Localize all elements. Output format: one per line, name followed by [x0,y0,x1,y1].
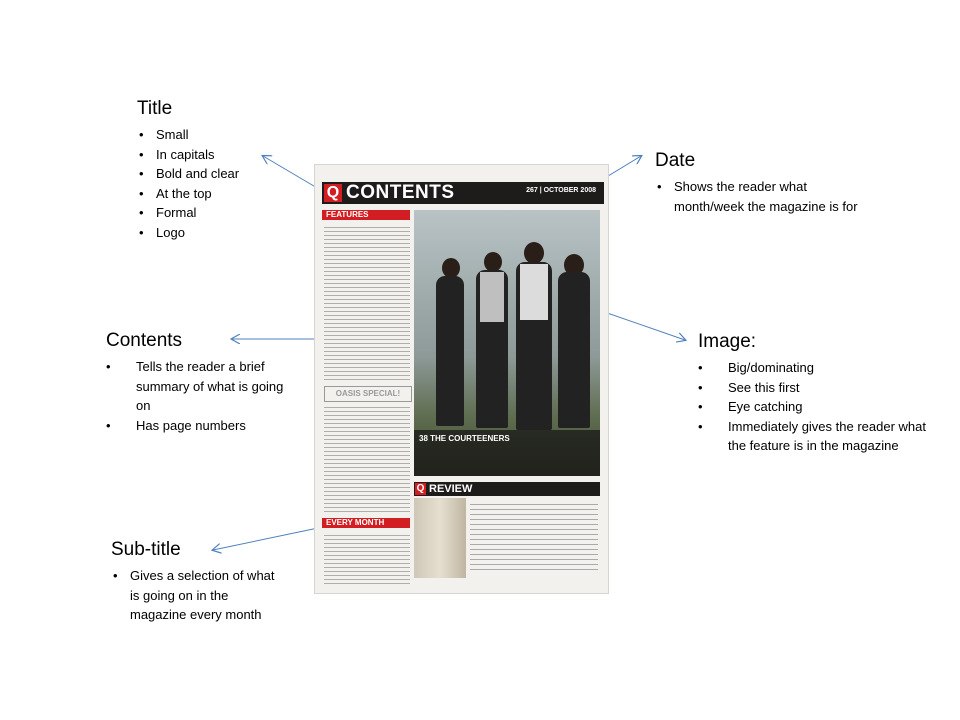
bullet-item: • Shows the reader what month/week the magazine is for [655,177,875,216]
title-bullets [137,125,307,242]
contents-bullets [106,357,296,435]
bullet-item: • Logo [137,223,307,243]
bullet-item: • Bold and clear [137,164,307,184]
date-heading: Date [655,150,696,171]
bullet-item: • Gives a selection of what is going on in the magazine every month [111,566,286,625]
magazine-header-bar [322,182,604,204]
special-label: OASIS SPECIAL! [324,386,412,402]
special-text-column [324,404,410,512]
review-q-logo: Q [416,483,425,494]
subtitle-bullets [111,566,286,625]
contents-annotation [106,329,296,435]
review-bar [414,482,600,496]
review-text-lines [470,500,598,574]
image-bullets [698,358,928,456]
band-member-head [524,242,544,264]
bullet-item: • Has page numbers [106,416,296,436]
bullet-item: • At the top [137,184,307,204]
magazine-contents-page [314,164,609,594]
title-annotation [137,97,307,242]
date-bullets [655,177,875,216]
review-photo [414,498,466,578]
date-annotation [655,149,875,216]
review-title: REVIEW [429,483,473,495]
every-month-label: EVERY MONTH [322,518,410,528]
band-member [436,276,464,426]
bullet-item: • Tells the reader a brief summary of what is going on [106,357,296,416]
band-member [558,272,590,428]
bullet-item: • Small [137,125,307,145]
cover-caption: 38 THE COURTEENERS [419,434,510,443]
contents-heading: Contents [106,330,183,351]
bullet-item: • See this first [698,378,928,398]
band-member-head [442,258,460,278]
subtitle-heading: Sub-title [111,539,181,560]
title-heading: Title [137,98,173,119]
bullet-item: • Eye catching [698,397,928,417]
features-text-column [324,224,410,382]
magazine-date: 267 | OCTOBER 2008 [526,187,596,194]
magazine-contents-title: CONTENTS [346,182,455,203]
cover-caption-box [414,430,600,476]
bullet-item: • Big/dominating [698,358,928,378]
band-member-shirt [480,272,504,322]
features-label: FEATURES [322,210,410,220]
subtitle-annotation [111,538,286,625]
bullet-item: • Formal [137,203,307,223]
image-annotation [698,330,928,456]
q-logo: Q [324,184,342,202]
bullet-item: • Immediately gives the reader what the feature is in the magazine [698,417,928,456]
bullet-item: • In capitals [137,145,307,165]
image-heading: Image: [698,331,757,352]
band-member-head [484,252,502,272]
band-member-shirt [520,264,548,320]
every-month-text-column [324,532,410,584]
